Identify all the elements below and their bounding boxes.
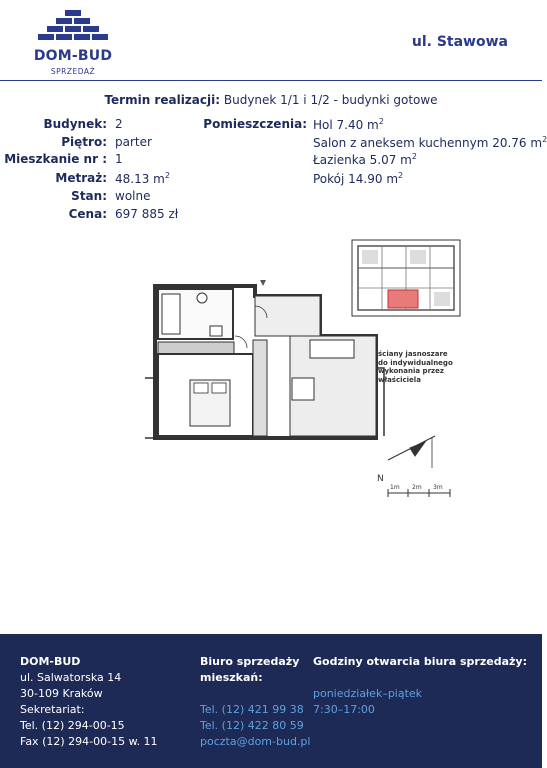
price-label: Cena: [68,207,107,221]
area-label: Metraż: [55,171,107,185]
term-label: Termin realizacji: [104,93,221,107]
term-value: Budynek 1/1 i 1/2 - budynki gotowe [223,93,438,107]
company-city: 30-109 Kraków [20,687,103,700]
brick-logo-icon [35,10,111,48]
scale-label: 2m [412,484,422,491]
hours-time: 7:30–17:00 [313,703,375,716]
apartment-number-value: 1 [115,152,123,166]
building-value: 2 [115,117,123,131]
status-label: Stan: [71,189,107,203]
hours-title: Godziny otwarcia biura sprzedaży: [313,655,527,668]
floor-plan [140,238,470,500]
apartment-number-label: Mieszkanie nr : [4,152,107,166]
sales-email-link[interactable]: poczta@dom-bud.pl [200,735,311,748]
sales-phone-link[interactable]: Tel. (12) 421 99 38 [200,703,304,716]
scale-label: 1m [390,484,400,491]
footer [0,634,542,768]
hours-days: poniedziałek–piątek [313,687,423,700]
logo-subtitle: SPRZEDAŻ [50,67,96,76]
floor-label: Piętro: [61,135,107,149]
entrance-arrow-icon [260,280,266,286]
company-name: DOM-BUD [20,655,81,668]
room-item: Pokój 14.90 $m^2$ [313,171,404,186]
table [292,378,314,400]
header-divider [0,80,542,81]
room-item: Łazienka 5.07 $m^2$ [313,152,417,167]
apartment-location-highlight [388,290,418,308]
logo-name: DOM-BUD [33,48,113,64]
logo[interactable] [32,10,114,76]
sofa [310,340,354,358]
price-value: 697 885 zł [115,207,179,221]
completion-term [0,93,542,107]
sales-office [200,654,310,750]
bathtub [162,294,180,334]
toilet [197,293,207,303]
key-plan [352,240,460,316]
sales-title: Biuro sprzedaży [200,655,300,668]
company-street: ul. Salwatorska 14 [20,671,122,684]
sales-title: mieszkań: [200,671,263,684]
street-title: ul. Stawowa [411,34,508,50]
sales-phone-link[interactable]: Tel. (12) 422 80 59 [200,719,304,732]
north-label: N [377,474,384,484]
kitchen-counter [253,340,267,436]
floor-value: parter [115,135,152,149]
room-item: Hol 7.40 $m^2$ [313,117,384,132]
rooms-label: Pomieszczenia: [203,117,307,131]
plan-note: ściany jasnoszare do indywidualnego wykonania przez właściciela [378,350,453,384]
compass [388,436,435,468]
apartment-plan [145,280,384,438]
scale-label: 3m [433,484,443,491]
company-tel: Tel. (12) 294-00-15 [20,719,125,732]
company-info [20,654,158,750]
secretariat-label: Sekretariat: [20,703,85,716]
sink [210,326,222,336]
room-item: Salon z aneksem kuchennym 20.76 $m^2$ [313,135,547,150]
opening-hours [313,654,527,718]
header [0,0,542,80]
area-value: 48.13 $m^2$ [115,171,170,186]
company-fax: Fax (12) 294-00-15 w. 11 [20,735,158,748]
building-label: Budynek: [43,117,107,131]
status-value: wolne [115,189,151,203]
